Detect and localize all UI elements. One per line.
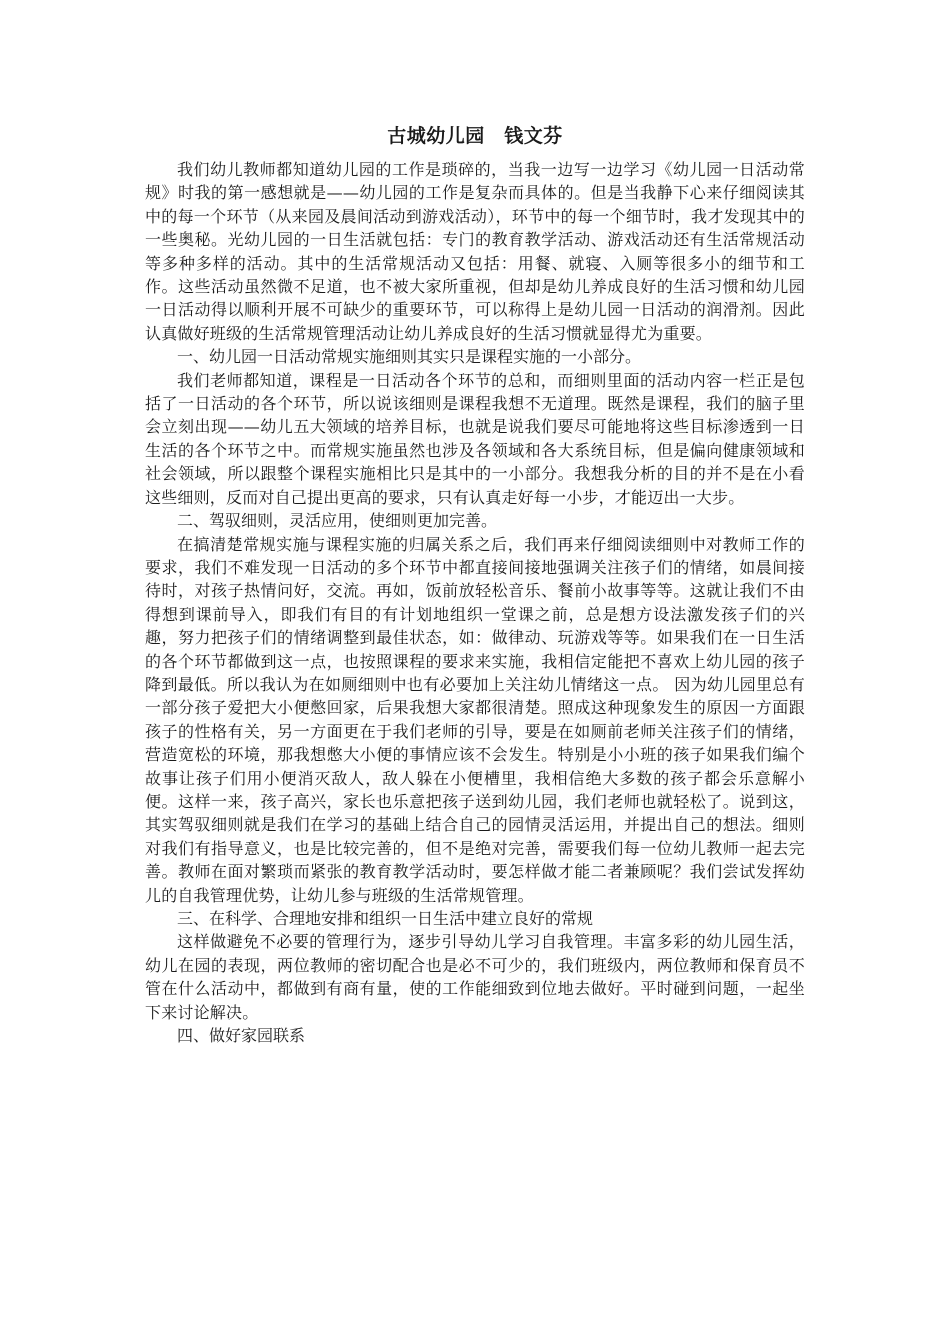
section-heading-1: 一、幼儿园一日活动常规实施细则其实只是课程实施的一小部分。	[177, 347, 642, 367]
paragraph-section-1: 我们老师都知道，课程是一日活动各个环节的总和，而细则里面的活动内容一栏正是包括了一日活动的各个环节，所以说该细则是课程我想不无道理。既然是课程，我们的脑子里会立刻出现——幼儿五大领域的培养目标，也就是说我们要尽可能地将这些目标渗透到一日生活的各个环节之中。而常规实施虽然也涉及各领域和各大系统目标，但是偏向健康领域和社会领域，所以跟整个课程实施相比只是其中的一小部分。我想我分析的目的并不是在小看这些细则，反而对自己提出更高的要求，只有认真走好每一小步，才能迈出一大步。	[145, 370, 805, 507]
paragraph-section-3: 这样做避免不必要的管理行为，逐步引导幼儿学习自我管理。丰富多彩的幼儿园生活，幼儿在园的表现，两位教师的密切配合也是必不可少的，我们班级内，两位教师和保育员不管在什么活动中，都做到有商有量，使的工作能细致到位地去做好。平时碰到问题，一起坐下来讨论解决。	[145, 932, 805, 1022]
section-heading-4: 四、做好家园联系	[177, 1026, 306, 1046]
section-heading-2: 二、驾驭细则，灵活应用，使细则更加完善。	[177, 511, 498, 531]
document-page	[145, 123, 805, 1047]
paragraph-intro: 我们幼儿教师都知道幼儿园的工作是琐碎的，当我一边写一边学习《幼儿园一日活动常规》时我的第一感想就是——幼儿园的工作是复杂而具体的。但是当我静下心来仔细阅读其中的每一个环节（从来园及晨间活动到游戏活动），环节中的每一个细节时，我才发现其中的一些奥秘。光幼儿园的一日生活就包括：专门的教育教学活动、游戏活动还有生活常规活动等多种多样的活动。其中的生活常规活动又包括：用餐、就寝、入厕等很多小的细节和工作。这些活动虽然微不足道，也不被大家所重视，但却是幼儿养成良好的生活习惯和幼儿园一日活动得以顺利开展不可缺少的重要环节，可以称得上是幼儿园一日活动的润滑剂。因此认真做好班级的生活常规管理活动让幼儿养成良好的生活习惯就显得尤为重要。	[145, 160, 805, 343]
section-heading-3: 三、在科学、合理地安排和组织一日生活中建立良好的常规	[177, 909, 594, 928]
document-title: 古城幼儿园 钱文芬	[387, 125, 563, 147]
paragraph-section-2: 在搞清楚常规实施与课程实施的归属关系之后，我们再来仔细阅读细则中对教师工作的要求，我们不难发现一日活动的多个环节中都直接间接地强调关注孩子们的情绪，如晨间接待时，对孩子热情问好，交流。再如，饭前放轻松音乐、餐前小故事等等。这就让我们不由得想到课前导入，即我们有目的有计划地组织一堂课之前，总是想方设法激发孩子们的兴趣，努力把孩子们的情绪调整到最佳状态，如：做律动、玩游戏等等。如果我们在一日生活的各个环节都做到这一点，也按照课程的要求来实施，我相信定能把不喜欢上幼儿园的孩子降到最低。所以我认为在如厕细则中也有必要加上关注幼儿情绪这一点。 因为幼儿园里总有一部分孩子爱把大小便憋回家，后果我想大家都很清楚。照成这种现象发生的原因一方面跟孩子的性格有关，另一方面更在于我们老师的引导，要是在如厕前老师关注孩子们的情绪，营造宽松的环境，那我想憋大小便的事情应该不会发生。特别是小小班的孩子如果我们编个故事让孩子们用小便消灭敌人，敌人躲在小便槽里，我相信绝大多数的孩子都会乐意解小便。这样一来，孩子高兴，家长也乐意把孩子送到幼儿园，我们老师也就轻松了。说到这，其实驾驭细则就是我们在学习的基础上结合自己的园情灵活运用，并提出自己的想法。细则对我们有指导意义，也是比较完善的，但不是绝对完善，需要我们每一位幼儿教师一起去完善。教师在面对繁琐而紧张的教育教学活动时，要怎样做才能二者兼顾呢？我们尝试发挥幼儿的自我管理优势，让幼儿参与班级的生活常规管理。	[145, 534, 805, 905]
